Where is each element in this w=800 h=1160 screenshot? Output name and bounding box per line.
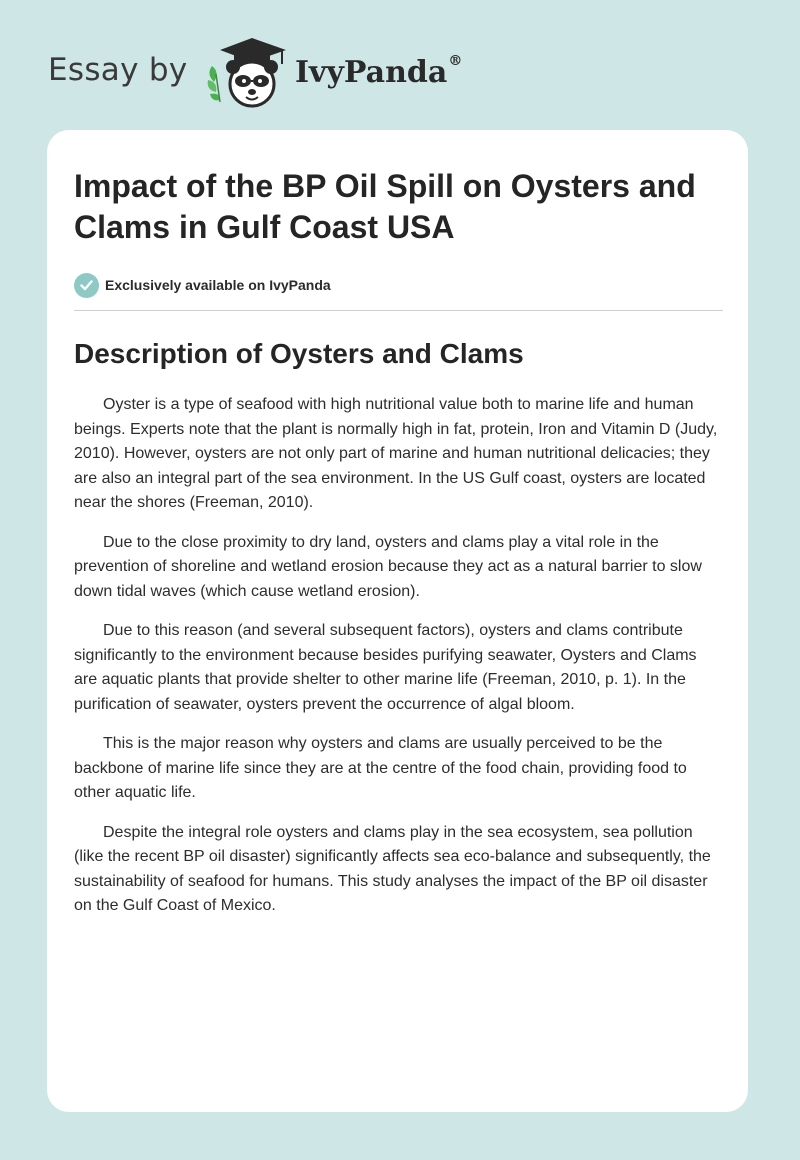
page-title: Impact of the BP Oil Spill on Oysters and Clams in Gulf Coast USA <box>74 168 696 245</box>
panda-graduate-icon[interactable] <box>202 34 294 110</box>
site-header <box>48 34 548 114</box>
article-card <box>47 130 748 1112</box>
paragraph: Despite the integral role oysters and clams play in the sea ecosystem, sea pollution (like the recent BP oil disaster) significantly affects sea eco-balance and subsequently, the sustainability of seafood for humans. This study analyses the impact of the BP oil disaster on the Gulf Coast of Mexico. <box>74 823 711 914</box>
registered-mark: ® <box>448 53 463 69</box>
section-heading: Description of Oysters and Clams <box>74 338 524 369</box>
essay-by-label: Essay by <box>48 52 188 88</box>
article-body <box>74 393 724 919</box>
check-icon <box>74 273 99 298</box>
paragraph: Oyster is a type of seafood with high nutritional value both to marine life and human beings. Experts note that the plant is normally high in fat, protein, Iron and Vitamin D (Judy, 2010). However, oysters are not only part of marine and human nutritional delicacies; they are also an integral part of the sea environment. In the US Gulf coast, oysters are located near the shores (Freeman, 2010). <box>74 396 718 511</box>
exclusive-badge <box>74 272 722 298</box>
exclusive-label: Exclusively available on IvyPanda <box>105 277 331 293</box>
brand-name[interactable]: IvyPanda® <box>295 53 463 90</box>
paragraph: This is the major reason why oysters and clams are usually perceived to be the backbone of marine life since they are at the centre of the food chain, providing food to other aquatic life. <box>74 735 687 801</box>
paragraph: Due to the close proximity to dry land, oysters and clams play a vital role in the prevention of shoreline and wetland erosion because they act as a natural barrier to slow down tidal waves (which cause wetland erosion). <box>74 533 702 600</box>
paragraph: Due to this reason (and several subsequent factors), oysters and clams contribute significantly to the environment because besides purifying seawater, Oysters and Clams are aquatic plants that provide shelter to other marine life (Freeman, 2010, p. 1). In the purification of seawater, oysters prevent the occurrence of algal bloom. <box>74 622 697 713</box>
divider <box>74 310 723 311</box>
